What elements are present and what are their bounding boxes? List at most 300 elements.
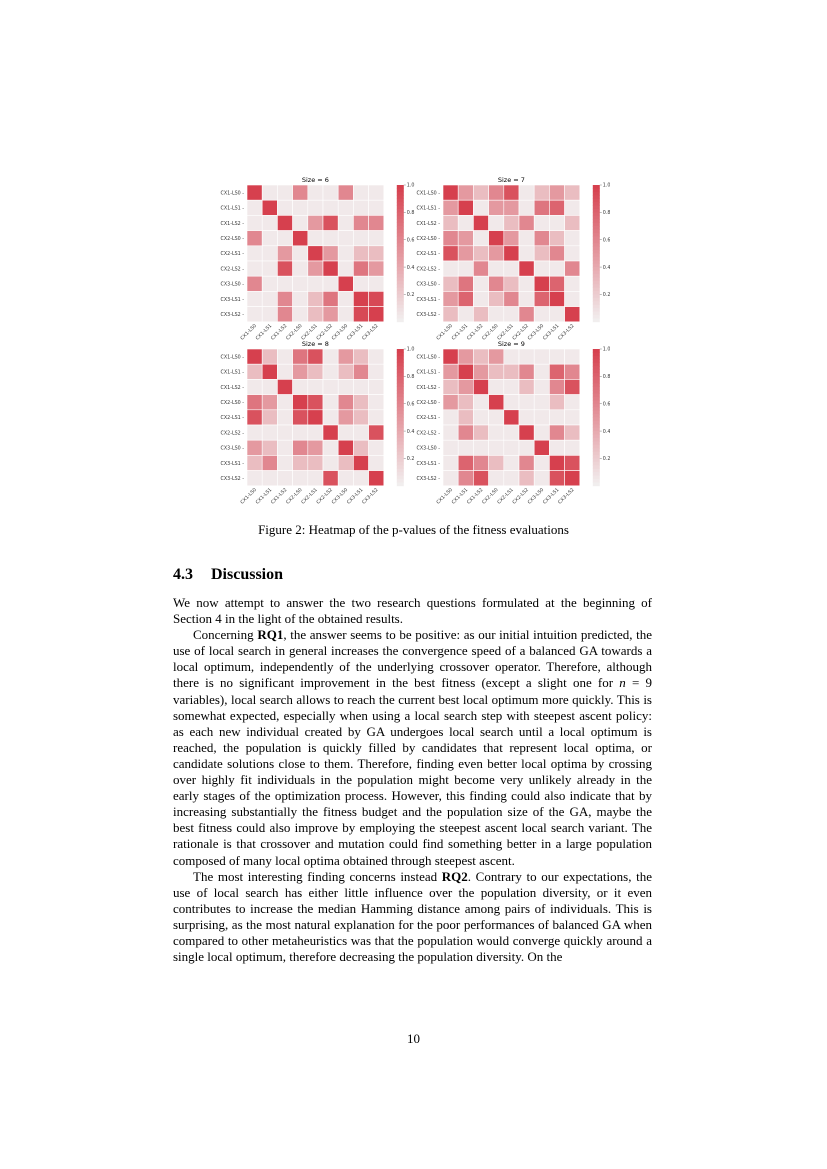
heatmap-cell bbox=[277, 364, 292, 379]
heatmap-cell bbox=[308, 440, 323, 455]
colorbar-segment bbox=[397, 390, 404, 394]
heatmap-cell bbox=[504, 425, 519, 440]
heatmap-cell bbox=[565, 291, 580, 306]
colorbar-segment bbox=[397, 455, 404, 459]
heatmap-cell bbox=[489, 185, 504, 200]
heatmap-figure bbox=[220, 172, 610, 512]
colorbar-segment bbox=[593, 291, 600, 295]
heatmap-cell bbox=[262, 471, 277, 486]
heatmap-cell bbox=[247, 246, 262, 261]
heatmap-cell bbox=[353, 395, 368, 410]
heatmap-cell bbox=[565, 364, 580, 379]
colorbar-segment bbox=[397, 414, 404, 418]
heatmap-cell bbox=[534, 349, 549, 364]
heatmap-cell bbox=[353, 471, 368, 486]
colorbar-segment bbox=[397, 202, 404, 206]
heatmap-cell bbox=[473, 349, 488, 364]
heatmap-cell bbox=[262, 231, 277, 246]
colorbar-segment bbox=[593, 243, 600, 247]
text-run: = 9 variables), local search allows to reach the current best local optimum more quickly. This is somewhat expected, especially when using a local search step with steepest ascent policy: as each new individual created by GA undergoes local search until a local optimum is reached, the population is quickly filled by candidates that represent local optima, or candidate solutions close to them. Therefore, finding even better local optima by crossing over highly fit individuals in the population might become very unlikely already in the early stages of the optimization process. However, this finding could also indicate that by increasing substantially the fitness budget and the population size of the GA, maybe the best fitness could also improve by employing the steepest ascent local search variant. The rationale is that crossover and mutation could find something better in a large population composed of many local optima obtained through steepest ascent. bbox=[173, 675, 652, 868]
heatmap-cell bbox=[458, 455, 473, 470]
row-label: CX3-LS1 - bbox=[416, 297, 440, 303]
heatmap-cell bbox=[338, 455, 353, 470]
colorbar-tick-label: 0.6 bbox=[602, 238, 610, 244]
row-label: CX3-LS1 - bbox=[416, 461, 440, 467]
heatmap-cell bbox=[534, 307, 549, 322]
heatmap-cell bbox=[338, 425, 353, 440]
heatmap-cell bbox=[338, 291, 353, 306]
row-label: CX3-LS0 - bbox=[416, 282, 440, 288]
heatmap-cell bbox=[369, 455, 384, 470]
heatmap-cell bbox=[369, 291, 384, 306]
heatmap-cell bbox=[565, 261, 580, 276]
heatmap-cell bbox=[323, 246, 338, 261]
heatmap-cell bbox=[443, 261, 458, 276]
colorbar-segment bbox=[397, 298, 404, 302]
colorbar-segment bbox=[593, 465, 600, 469]
heatmap-cell bbox=[247, 425, 262, 440]
row-label: CX2-LS0 - bbox=[220, 401, 244, 406]
panel-title: Size = 6 bbox=[301, 176, 329, 184]
colorbar-segment bbox=[397, 380, 404, 384]
colorbar-segment bbox=[397, 366, 404, 370]
colorbar-segment bbox=[397, 240, 404, 244]
heatmap-cell bbox=[308, 471, 323, 486]
heatmap-cell bbox=[565, 379, 580, 394]
heatmap-cell bbox=[369, 185, 384, 200]
heatmap-cell bbox=[519, 291, 534, 306]
heatmap-cell bbox=[489, 200, 504, 215]
column-label: CX1-LS2 bbox=[466, 487, 485, 506]
colorbar-segment bbox=[397, 318, 404, 322]
colorbar-segment bbox=[397, 397, 404, 401]
colorbar-tick-label: 1.0 bbox=[602, 347, 610, 353]
heatmap-cell bbox=[293, 246, 308, 261]
heatmap-cell bbox=[473, 440, 488, 455]
heatmap-cell bbox=[443, 455, 458, 470]
heatmap-cell bbox=[534, 471, 549, 486]
heatmap-cell bbox=[262, 410, 277, 425]
colorbar-segment bbox=[397, 445, 404, 449]
colorbar-segment bbox=[593, 387, 600, 391]
bold-term: RQ1 bbox=[257, 627, 284, 643]
heatmap-cell bbox=[473, 395, 488, 410]
colorbar-segment bbox=[593, 223, 600, 227]
column-label: CX3-LS2 bbox=[557, 323, 576, 342]
row-label: CX2-LS1 - bbox=[220, 252, 244, 258]
colorbar-segment bbox=[593, 424, 600, 428]
heatmap-cell bbox=[443, 231, 458, 246]
heatmap-cell bbox=[504, 440, 519, 455]
colorbar-segment bbox=[593, 472, 600, 476]
colorbar-segment bbox=[593, 240, 600, 244]
heatmap-cell bbox=[443, 440, 458, 455]
heatmap-cell bbox=[443, 200, 458, 215]
heatmap-cell bbox=[338, 246, 353, 261]
heatmap-cell bbox=[519, 215, 534, 230]
heatmap-cell bbox=[549, 291, 564, 306]
colorbar-segment bbox=[593, 397, 600, 401]
heatmap-cell bbox=[504, 276, 519, 291]
colorbar-segment bbox=[397, 281, 404, 285]
heatmap-cell bbox=[353, 231, 368, 246]
heatmap-cell bbox=[308, 261, 323, 276]
colorbar-segment bbox=[397, 352, 404, 356]
heatmap-cell bbox=[534, 291, 549, 306]
heatmap-cell bbox=[549, 425, 564, 440]
heatmap-cell bbox=[504, 185, 519, 200]
heatmap-cell bbox=[489, 395, 504, 410]
row-label: CX1-LS2 - bbox=[220, 385, 244, 391]
row-label: CX3-LS0 - bbox=[220, 282, 244, 288]
column-label: CX1-LS2 bbox=[270, 323, 289, 342]
heatmap-cell bbox=[277, 261, 292, 276]
heatmap-cell bbox=[443, 364, 458, 379]
paragraph bbox=[173, 869, 652, 966]
heatmap-cell bbox=[549, 455, 564, 470]
heatmap-cell bbox=[262, 379, 277, 394]
heatmap-cell bbox=[262, 425, 277, 440]
heatmap-cell bbox=[262, 215, 277, 230]
heatmap-cell bbox=[519, 455, 534, 470]
heatmap-cell bbox=[534, 185, 549, 200]
heatmap-cell bbox=[458, 379, 473, 394]
heatmap-cell bbox=[519, 471, 534, 486]
colorbar-segment bbox=[397, 428, 404, 432]
heatmap-cell bbox=[458, 440, 473, 455]
column-label: CX2-LS0 bbox=[481, 487, 500, 506]
colorbar-segment bbox=[397, 308, 404, 312]
heatmap-cell bbox=[277, 349, 292, 364]
heatmap-cell bbox=[308, 246, 323, 261]
heatmap-cell bbox=[323, 395, 338, 410]
colorbar-segment bbox=[593, 435, 600, 439]
heatmap-cell bbox=[277, 440, 292, 455]
heatmap-cell bbox=[338, 231, 353, 246]
heatmap-cell bbox=[369, 307, 384, 322]
column-label: CX3-LS2 bbox=[557, 487, 576, 506]
colorbar-segment bbox=[593, 219, 600, 223]
colorbar-segment bbox=[593, 206, 600, 210]
math-variable: n bbox=[619, 675, 626, 691]
heatmap-cell bbox=[489, 215, 504, 230]
colorbar-segment bbox=[397, 271, 404, 275]
row-label: CX1-LS1 - bbox=[416, 370, 440, 376]
colorbar-segment bbox=[593, 455, 600, 459]
heatmap-cell bbox=[565, 349, 580, 364]
heatmap-cell bbox=[338, 364, 353, 379]
heatmap-cell bbox=[293, 425, 308, 440]
colorbar-segment bbox=[397, 185, 404, 189]
row-label: CX2-LS2 - bbox=[416, 267, 440, 273]
heatmap-cell bbox=[473, 185, 488, 200]
column-label: CX3-LS0 bbox=[331, 487, 350, 506]
colorbar-segment bbox=[397, 373, 404, 377]
colorbar-segment bbox=[397, 400, 404, 404]
colorbar-segment bbox=[397, 424, 404, 428]
heatmap-cell bbox=[247, 455, 262, 470]
colorbar-segment bbox=[593, 438, 600, 442]
row-label: CX3-LS1 - bbox=[220, 461, 244, 467]
heatmap-cell bbox=[458, 276, 473, 291]
heatmap-cell bbox=[504, 231, 519, 246]
column-label: CX3-LS1 bbox=[346, 323, 365, 342]
heatmap-cell bbox=[338, 379, 353, 394]
colorbar-segment bbox=[593, 253, 600, 257]
heatmap-cell bbox=[534, 231, 549, 246]
colorbar-segment bbox=[593, 352, 600, 356]
colorbar-segment bbox=[593, 383, 600, 387]
heatmap-cell bbox=[277, 425, 292, 440]
heatmap-cell bbox=[443, 307, 458, 322]
colorbar-segment bbox=[593, 469, 600, 473]
heatmap-cell bbox=[277, 276, 292, 291]
colorbar-tick-label: 1.0 bbox=[602, 183, 610, 189]
heatmap-cell bbox=[247, 231, 262, 246]
heatmap-cell bbox=[277, 379, 292, 394]
heatmap-cell bbox=[323, 379, 338, 394]
colorbar-segment bbox=[593, 250, 600, 254]
colorbar-segment bbox=[397, 435, 404, 439]
colorbar-segment bbox=[397, 291, 404, 295]
heatmap-cell bbox=[338, 261, 353, 276]
heatmap-cell bbox=[489, 349, 504, 364]
column-label: CX3-LS1 bbox=[346, 487, 365, 506]
colorbar-segment bbox=[593, 370, 600, 374]
heatmap-cell bbox=[473, 307, 488, 322]
row-label: CX3-LS2 - bbox=[220, 477, 244, 482]
colorbar-segment bbox=[593, 195, 600, 199]
colorbar-segment bbox=[397, 195, 404, 199]
colorbar-segment bbox=[397, 452, 404, 456]
paragraph bbox=[173, 595, 652, 627]
row-label: CX1-LS1 - bbox=[220, 206, 244, 212]
colorbar-segment bbox=[593, 452, 600, 456]
heatmap-cell bbox=[534, 425, 549, 440]
heatmap-cell bbox=[443, 425, 458, 440]
heatmap-cell bbox=[247, 440, 262, 455]
heatmap-cell bbox=[458, 471, 473, 486]
colorbar-segment bbox=[397, 476, 404, 480]
colorbar-segment bbox=[397, 229, 404, 233]
colorbar-segment bbox=[593, 305, 600, 309]
heatmap-cell bbox=[458, 364, 473, 379]
heatmap-cell bbox=[534, 379, 549, 394]
colorbar-segment bbox=[397, 188, 404, 192]
colorbar-segment bbox=[593, 301, 600, 305]
heatmap-cell bbox=[353, 379, 368, 394]
heatmap-cell bbox=[262, 261, 277, 276]
heatmap-cell bbox=[549, 200, 564, 215]
heatmap-cell bbox=[473, 276, 488, 291]
colorbar-segment bbox=[397, 305, 404, 309]
row-label: CX1-LS0 - bbox=[220, 355, 244, 361]
heatmap-cell bbox=[323, 200, 338, 215]
heatmap-cell bbox=[369, 276, 384, 291]
colorbar-segment bbox=[593, 431, 600, 435]
heatmap-cell bbox=[534, 395, 549, 410]
row-label: CX1-LS2 - bbox=[416, 221, 440, 227]
colorbar-segment bbox=[593, 366, 600, 370]
heatmap-cell bbox=[353, 455, 368, 470]
heatmap-cell bbox=[338, 307, 353, 322]
heatmap-cell bbox=[369, 231, 384, 246]
colorbar-segment bbox=[397, 431, 404, 435]
colorbar-segment bbox=[397, 219, 404, 223]
heatmap-cell bbox=[323, 231, 338, 246]
row-label: CX3-LS2 - bbox=[416, 313, 440, 318]
colorbar-segment bbox=[397, 199, 404, 203]
heatmap-cell bbox=[458, 291, 473, 306]
heatmap-cell bbox=[353, 215, 368, 230]
heatmap-cell bbox=[489, 425, 504, 440]
heatmap-cell bbox=[247, 349, 262, 364]
text-run: . Contrary to our expectations, the use of local search has either little influence over the population diversity, or it even contributes to increase the median Hamming distance among pairs of individuals. This is surprising, as the most natural explanation for the poor performances of balanced GA when compared to other metaheuristics was that the population would converge quickly around a single local optimum, therefore decreasing the population diversity. On the bbox=[173, 868, 652, 965]
heatmap-cell bbox=[308, 379, 323, 394]
heatmap-cell bbox=[549, 410, 564, 425]
heatmap-cell bbox=[549, 246, 564, 261]
heatmap-cell bbox=[277, 231, 292, 246]
colorbar-segment bbox=[397, 448, 404, 452]
heatmap-cell bbox=[293, 410, 308, 425]
row-label: CX3-LS0 - bbox=[416, 446, 440, 452]
heatmap-cell bbox=[534, 261, 549, 276]
colorbar-segment bbox=[593, 390, 600, 394]
colorbar-segment bbox=[593, 393, 600, 397]
heatmap-cell bbox=[338, 440, 353, 455]
colorbar-tick-label: 0.8 bbox=[602, 211, 610, 217]
heatmap-cell bbox=[308, 291, 323, 306]
row-label: CX3-LS2 - bbox=[416, 477, 440, 482]
heatmap-cell bbox=[549, 440, 564, 455]
heatmap-cell bbox=[308, 215, 323, 230]
colorbar-segment bbox=[593, 400, 600, 404]
colorbar-segment bbox=[397, 277, 404, 281]
heatmap-cell bbox=[323, 261, 338, 276]
colorbar-segment bbox=[593, 233, 600, 237]
heatmap-cell bbox=[323, 425, 338, 440]
colorbar-segment bbox=[397, 223, 404, 227]
heatmap-cell bbox=[369, 261, 384, 276]
column-label: CX3-LS0 bbox=[527, 487, 546, 506]
panel-title: Size = 8 bbox=[301, 340, 329, 348]
colorbar-segment bbox=[397, 216, 404, 220]
column-label: CX2-LS2 bbox=[316, 323, 335, 342]
heatmap-cell bbox=[549, 364, 564, 379]
column-label: CX1-LS0 bbox=[436, 487, 455, 506]
heatmap-cell bbox=[458, 349, 473, 364]
heatmap-cell bbox=[534, 215, 549, 230]
colorbar-tick-label: 0.4 bbox=[602, 265, 610, 271]
heatmap-cell bbox=[308, 395, 323, 410]
colorbar-tick-label: 0.2 bbox=[602, 457, 610, 463]
heatmap-cell bbox=[323, 215, 338, 230]
heatmap-cell bbox=[323, 291, 338, 306]
heatmap-cell bbox=[247, 395, 262, 410]
heatmap-cell bbox=[277, 471, 292, 486]
heatmap-cell bbox=[534, 200, 549, 215]
column-label: CX1-LS0 bbox=[240, 487, 259, 506]
heatmap-cell bbox=[262, 246, 277, 261]
colorbar-segment bbox=[593, 199, 600, 203]
heatmap-cell bbox=[519, 410, 534, 425]
heatmap-cell bbox=[338, 349, 353, 364]
heatmap-cell bbox=[323, 471, 338, 486]
heatmap-cell bbox=[519, 261, 534, 276]
colorbar-segment bbox=[593, 202, 600, 206]
panel-title: Size = 7 bbox=[497, 176, 525, 184]
heatmap-cell bbox=[338, 215, 353, 230]
colorbar-segment bbox=[397, 209, 404, 213]
heatmap-cell bbox=[323, 276, 338, 291]
heatmap-cell bbox=[519, 395, 534, 410]
heatmap-cell bbox=[519, 231, 534, 246]
colorbar-segment bbox=[397, 438, 404, 442]
row-label: CX3-LS2 - bbox=[220, 313, 244, 318]
colorbar-segment bbox=[397, 206, 404, 210]
colorbar-segment bbox=[593, 363, 600, 367]
heatmap-cell bbox=[293, 276, 308, 291]
heatmap-cell bbox=[458, 231, 473, 246]
discussion-body bbox=[173, 595, 652, 965]
colorbar-segment bbox=[593, 274, 600, 278]
colorbar-segment bbox=[593, 264, 600, 268]
heatmap-cell bbox=[443, 379, 458, 394]
heatmap-cell bbox=[519, 349, 534, 364]
row-label: CX2-LS0 - bbox=[416, 237, 440, 242]
heatmap-cell bbox=[565, 440, 580, 455]
column-label: CX2-LS0 bbox=[285, 487, 304, 506]
heatmap-cell bbox=[369, 364, 384, 379]
heatmap-cell bbox=[262, 291, 277, 306]
column-label: CX2-LS1 bbox=[300, 487, 319, 506]
heatmap-cell bbox=[519, 425, 534, 440]
row-label: CX1-LS2 - bbox=[220, 221, 244, 227]
heatmap-cell bbox=[519, 364, 534, 379]
colorbar-segment bbox=[397, 479, 404, 483]
heatmap-cell bbox=[369, 410, 384, 425]
heatmap-cell bbox=[369, 200, 384, 215]
heatmap-cell bbox=[504, 471, 519, 486]
heatmap-cell bbox=[308, 410, 323, 425]
row-label: CX1-LS0 - bbox=[416, 191, 440, 197]
section-title: Discussion bbox=[211, 566, 284, 583]
heatmap-cell bbox=[473, 215, 488, 230]
colorbar-segment bbox=[397, 383, 404, 387]
heatmap-cell bbox=[473, 291, 488, 306]
colorbar-tick-label: 1.0 bbox=[406, 347, 415, 353]
column-label: CX3-LS2 bbox=[361, 323, 380, 342]
heatmap-cell bbox=[247, 215, 262, 230]
colorbar-segment bbox=[397, 294, 404, 298]
heatmap-cell bbox=[277, 291, 292, 306]
row-label: CX2-LS1 - bbox=[220, 416, 244, 422]
colorbar-segment bbox=[593, 294, 600, 298]
heatmap-cell bbox=[565, 231, 580, 246]
heatmap-cell bbox=[369, 395, 384, 410]
colorbar-segment bbox=[397, 376, 404, 380]
heatmap-cell bbox=[308, 425, 323, 440]
heatmap-cell bbox=[369, 349, 384, 364]
heatmap-cell bbox=[443, 276, 458, 291]
heatmap-cell bbox=[308, 231, 323, 246]
heatmap-cell bbox=[565, 425, 580, 440]
colorbar-segment bbox=[397, 288, 404, 292]
colorbar-segment bbox=[593, 277, 600, 281]
heatmap-cell bbox=[489, 410, 504, 425]
colorbar-segment bbox=[397, 226, 404, 230]
heatmap-cell bbox=[504, 307, 519, 322]
